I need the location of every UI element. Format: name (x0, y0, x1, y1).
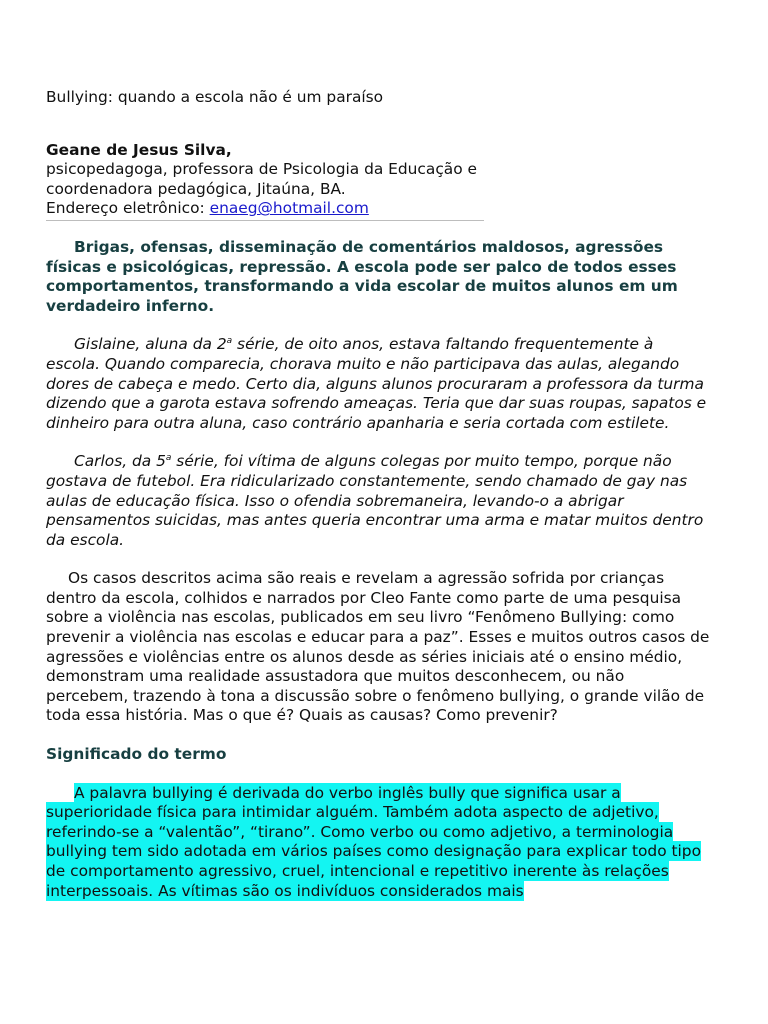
cases-discussion-paragraph: Os casos descritos acima são reais e revelam a agressão sofrida por crianças dentro da escola, colhidos e narrados por Cleo Fante como parte de uma pesquisa sobre a violência nas escolas, publicados em seu livro “Fenômeno Bullying: como prevenir a violência nas escolas e educar para a paz”. Esses e muitos outros casos de agressões e violências entre os alunos desde as séries iniciais até o ensino médio, demonstram uma realidade assustadora que muitos desconhecem, ou não percebem, trazendo à tona a discussão sobre o fenômeno bullying, o grande vilão de toda essa história. Mas o que é? Quais as causas? Como prevenir? (46, 569, 710, 725)
email-link[interactable]: enaeg@hotmail.com (209, 199, 369, 218)
author-block (46, 141, 710, 221)
author-name: Geane de Jesus Silva, (46, 140, 232, 159)
author-role-line-2: coordenadora pedagógica, Jitaúna, BA. (46, 179, 346, 198)
section-heading: Significado do termo (46, 745, 227, 764)
document-title: Bullying: quando a escola não é um paraíso (46, 88, 384, 106)
case-2-ordinal: a (165, 453, 172, 464)
document-page (46, 88, 710, 901)
highlighted-text: A palavra bullying é derivada do verbo inglês bully que significa usar a superioridade física para intimidar alguém. Também adota aspecto de adjetivo, referindo-se a “valentão”, “tirano”. Como verbo ou como adjetivo, a terminologia bullying tem sido adotada em vários países como designação para explicar todo tipo de comportamento agressivo, cruel, intencional e repetitivo inerente às relações interpessoais. As vítimas são os indivíduos considerados mais (46, 783, 701, 900)
lead-paragraph: Brigas, ofensas, disseminação de comentários maldosos, agressões físicas e psicológicas, repressão. A escola pode ser palco de todos esses comportamentos, transformando a vida escolar de muitos alunos em um verdadeiro inferno. (46, 237, 678, 315)
case-1-ordinal: a (226, 336, 233, 347)
author-role-line-1: psicopedagoga, professora de Psicologia da Educação e (46, 160, 477, 179)
author-email-line (46, 199, 710, 219)
email-label: Endereço eletrônico: (46, 199, 205, 218)
highlighted-paragraph (46, 784, 710, 902)
case-paragraph-carlos (46, 452, 710, 550)
case-2-text-rest: série, foi vítima de alguns colegas por muito tempo, porque não gostava de futebol. Era ridicularizado constantemente, sendo chamado de gay nas aulas de educação física. Isso o ofendia sobremaneira, levando-o a abrigar pensamentos suicidas, mas antes queria encontrar uma arma e matar muitos dentro da escola. (46, 452, 704, 549)
case-1-text-start: Gislaine, aluna da 2 (74, 335, 227, 354)
case-paragraph-gislaine (46, 335, 710, 433)
case-1-text-rest: série, de oito anos, estava faltando frequentemente à escola. Quando comparecia, chorava muito e não participava das aulas, alegando dores de cabeça e medo. Certo dia, alguns alunos procuraram a professora da turma dizendo que a garota estava sofrendo ameaças. Teria que dar suas roupas, sapatos e dinheiro para outra aluna, caso contrário apanharia e seria cortada com estilete. (46, 335, 707, 432)
author-divider (46, 220, 484, 221)
case-2-text-start: Carlos, da 5 (74, 452, 166, 471)
